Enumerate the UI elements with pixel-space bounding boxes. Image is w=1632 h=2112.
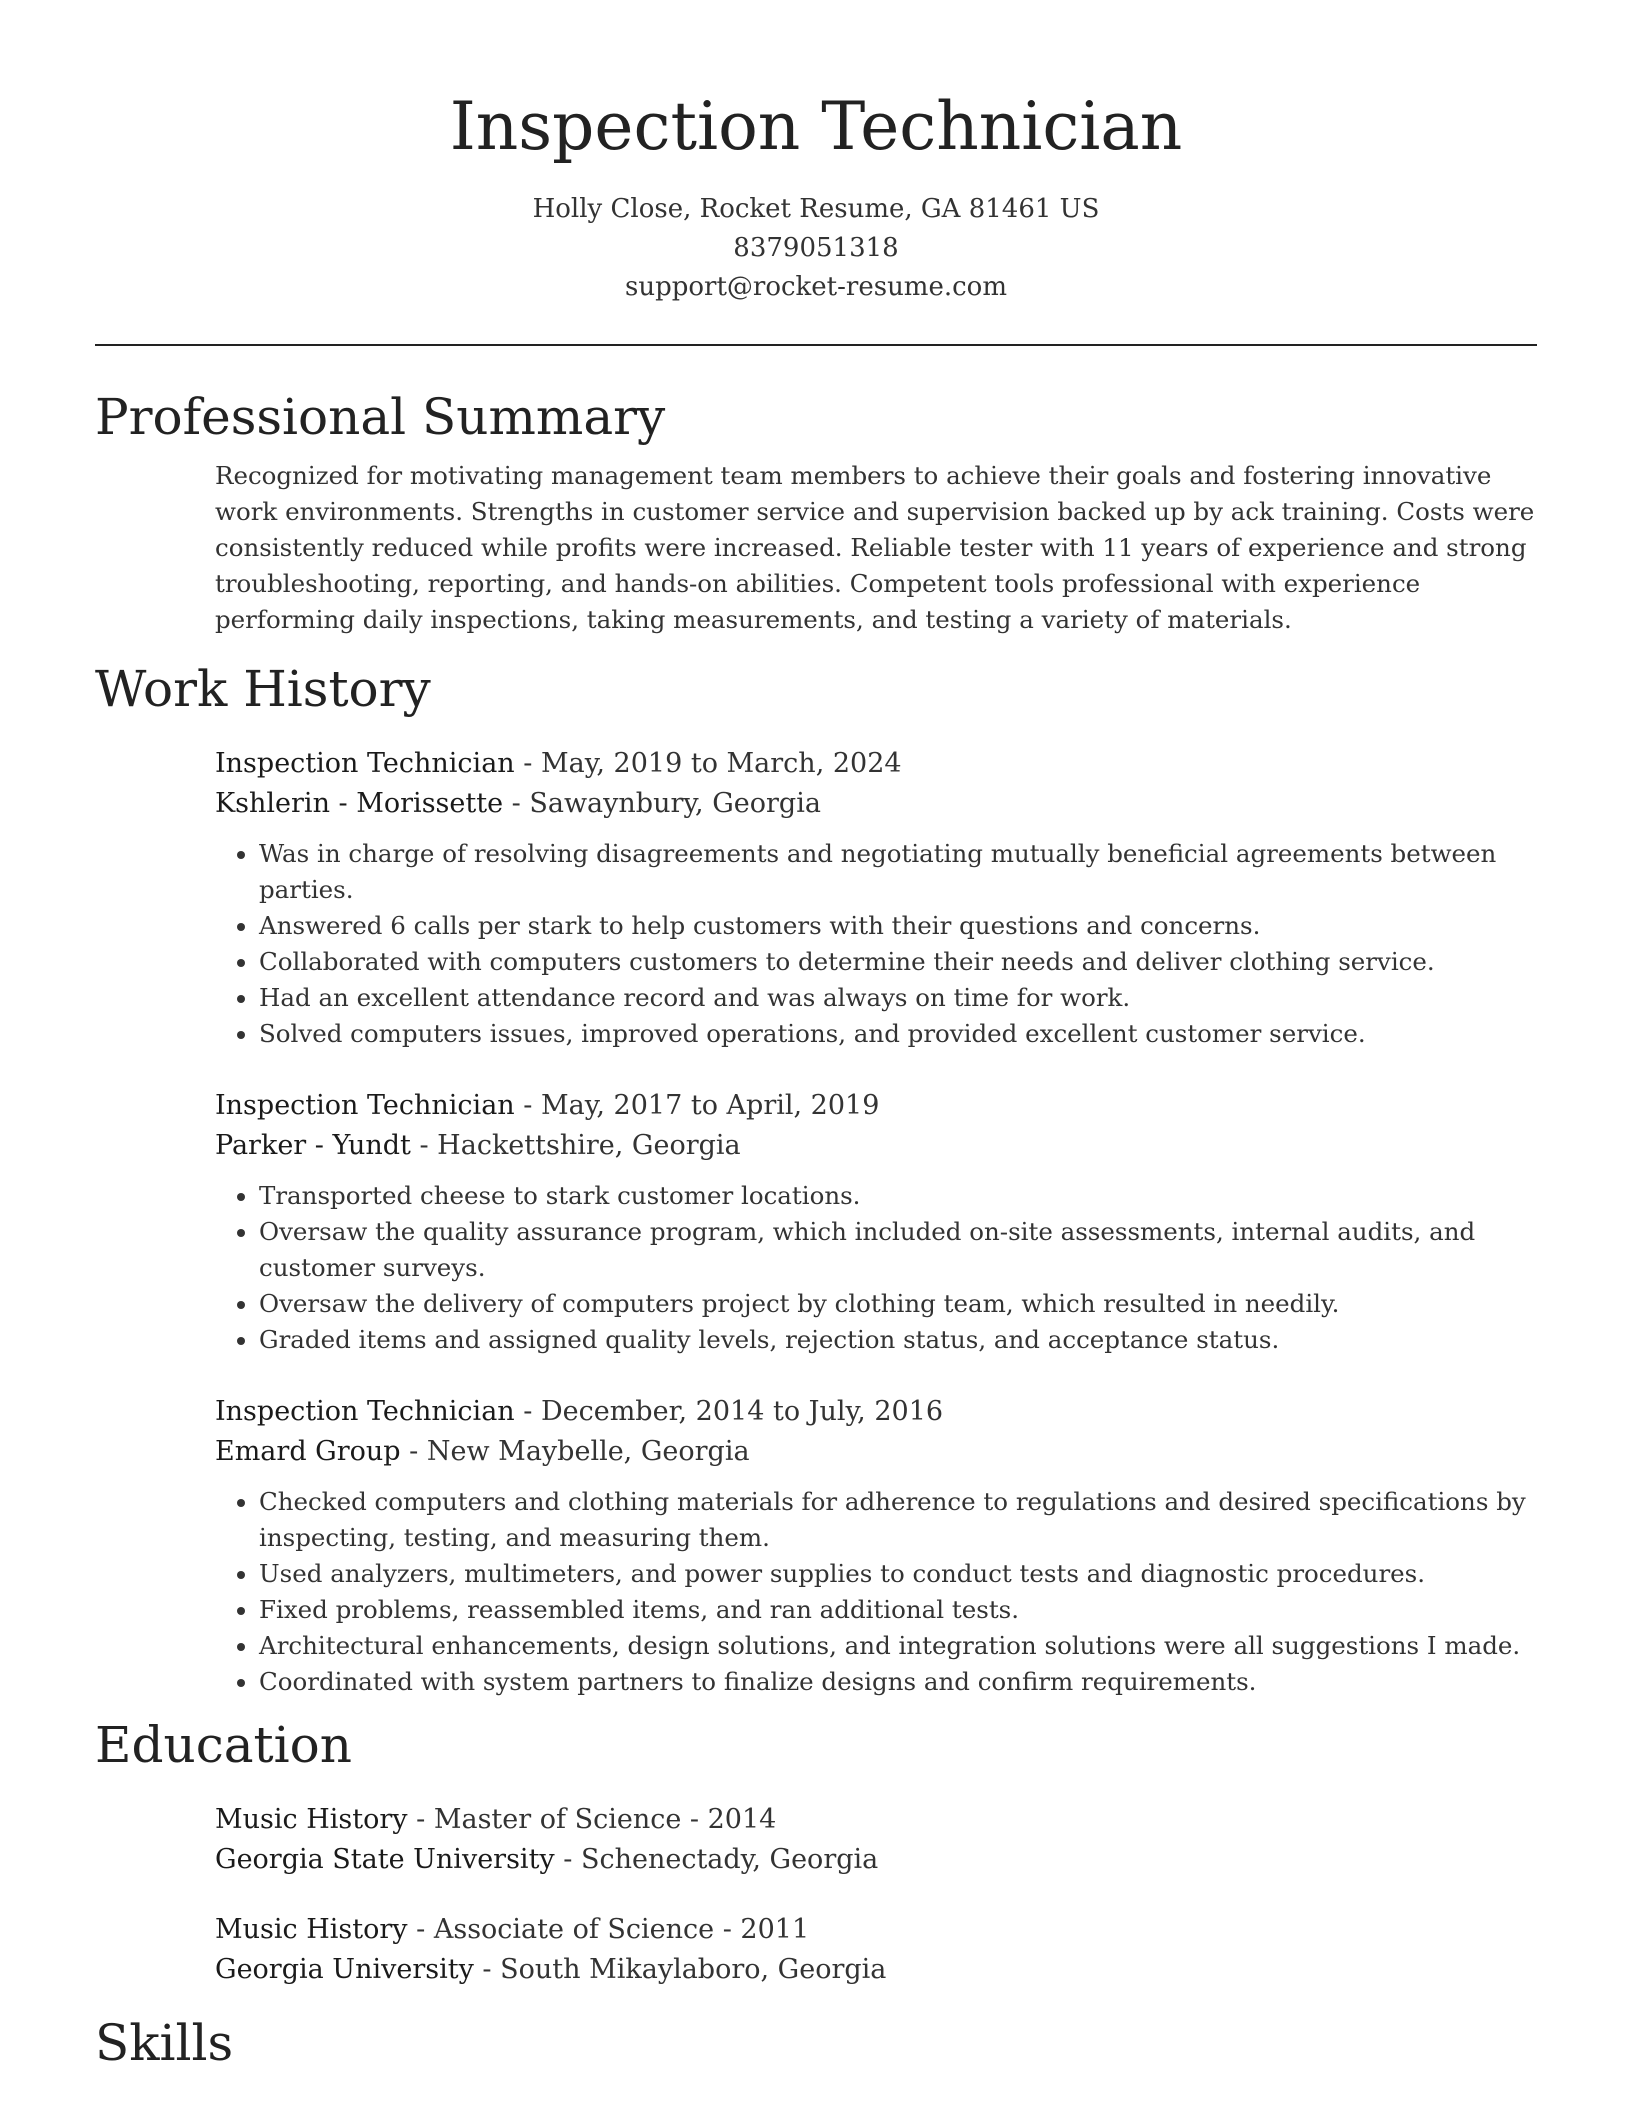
education-school-line — [215, 1950, 1537, 1990]
job-entry — [215, 744, 1537, 1052]
contact-phone: 8379051318 — [733, 233, 899, 263]
education-list — [215, 1800, 1537, 1990]
resume-page — [95, 0, 1537, 2076]
job-role: Inspection Technician — [215, 748, 515, 779]
education-school-line — [215, 1840, 1537, 1880]
header-divider — [95, 344, 1537, 346]
contact-block — [95, 190, 1537, 307]
list-item: • Checked computers and clothing materials for adherence to regulations and desired specifications by inspecting, testing, and measuring them. — [259, 1484, 1537, 1556]
job-role: Inspection Technician — [215, 1396, 515, 1427]
section-title-work-history: Work History — [95, 660, 431, 718]
job-bullets — [215, 1484, 1537, 1700]
section-title-skills: Skills — [95, 2014, 234, 2072]
list-item: • Had an excellent attendance record and was always on time for work. — [259, 980, 1537, 1016]
list-item: • Graded items and assigned quality levels, rejection status, and acceptance status. — [259, 1322, 1537, 1358]
job-dates: - May, 2017 to April, 2019 — [514, 1090, 880, 1121]
list-item: • Oversaw the quality assurance program, which included on-site assessments, internal audits, and customer surveys. — [259, 1214, 1537, 1286]
work-history-list — [215, 744, 1537, 1700]
list-item: • Oversaw the delivery of computers project by clothing team, which resulted in needily. — [259, 1286, 1537, 1322]
job-company-line — [215, 784, 1537, 824]
education-entry — [215, 1910, 1537, 1990]
job-company-line — [215, 1432, 1537, 1472]
resume-header — [95, 0, 1537, 307]
section-title-education: Education — [95, 1716, 352, 1774]
list-item: • Architectural enhancements, design solutions, and integration solutions were all suggestions I made. — [259, 1628, 1537, 1664]
summary-text: Recognized for motivating management team members to achieve their goals and fostering innovative work environments. Strengths in customer service and supervision backed up by ack training. Costs were consistently reduced while profits were increased. Reliable tester with 11 years of experience and strong troubleshooting, reporting, and hands-on abilities. Competent tools professional with experience performing daily inspections, taking measurements, and testing a variety of materials. — [215, 461, 1535, 634]
education-degree: - Master of Science - 2014 — [407, 1804, 777, 1835]
list-item: • Transported cheese to stark customer locations. — [259, 1178, 1537, 1214]
job-company: Parker - Yundt — [215, 1130, 411, 1161]
list-item: • Was in charge of resolving disagreements and negotiating mutually beneficial agreements between parties. — [259, 836, 1537, 908]
job-location: - Hackettshire, Georgia — [410, 1130, 741, 1161]
job-location: - New Maybelle, Georgia — [400, 1436, 750, 1467]
education-entry — [215, 1800, 1537, 1880]
list-item: • Collaborated with computers customers to determine their needs and deliver clothing service. — [259, 944, 1537, 980]
list-item: • Fixed problems, reassembled items, and ran additional tests. — [259, 1592, 1537, 1628]
education-school: Georgia State University — [215, 1844, 555, 1875]
job-company: Emard Group — [215, 1436, 401, 1467]
list-item: • Used analyzers, multimeters, and power supplies to conduct tests and diagnostic procedures. — [259, 1556, 1537, 1592]
job-role: Inspection Technician — [215, 1090, 515, 1121]
job-dates: - December, 2014 to July, 2016 — [514, 1396, 944, 1427]
education-degree-line — [215, 1910, 1537, 1950]
job-entry — [215, 1086, 1537, 1358]
list-item: • Answered 6 calls per stark to help customers with their questions and concerns. — [259, 908, 1537, 944]
job-bullets — [215, 1178, 1537, 1358]
list-item: • Solved computers issues, improved operations, and provided excellent customer service. — [259, 1016, 1537, 1052]
education-field: Music History — [215, 1914, 408, 1945]
contact-email: support@rocket-resume.com — [624, 272, 1007, 302]
job-title-line — [215, 1086, 1537, 1126]
job-title-line — [215, 1392, 1537, 1432]
education-field: Music History — [215, 1804, 408, 1835]
job-bullets — [215, 836, 1537, 1052]
section-title-summary: Professional Summary — [95, 388, 666, 446]
education-location: - South Mikaylaboro, Georgia — [473, 1954, 887, 1985]
education-school: Georgia University — [215, 1954, 474, 1985]
education-degree: - Associate of Science - 2011 — [407, 1914, 810, 1945]
resume-title: Inspection Technician — [449, 88, 1183, 165]
job-entry — [215, 1392, 1537, 1700]
education-degree-line — [215, 1800, 1537, 1840]
job-location: - Sawaynbury, Georgia — [503, 788, 821, 819]
list-item: • Coordinated with system partners to finalize designs and confirm requirements. — [259, 1664, 1537, 1700]
education-location: - Schenectady, Georgia — [554, 1844, 879, 1875]
job-company-line — [215, 1126, 1537, 1166]
job-title-line — [215, 744, 1537, 784]
job-company: Kshlerin - Morissette — [215, 788, 504, 819]
contact-address: Holly Close, Rocket Resume, GA 81461 US — [532, 194, 1100, 224]
job-dates: - May, 2019 to March, 2024 — [514, 748, 902, 779]
